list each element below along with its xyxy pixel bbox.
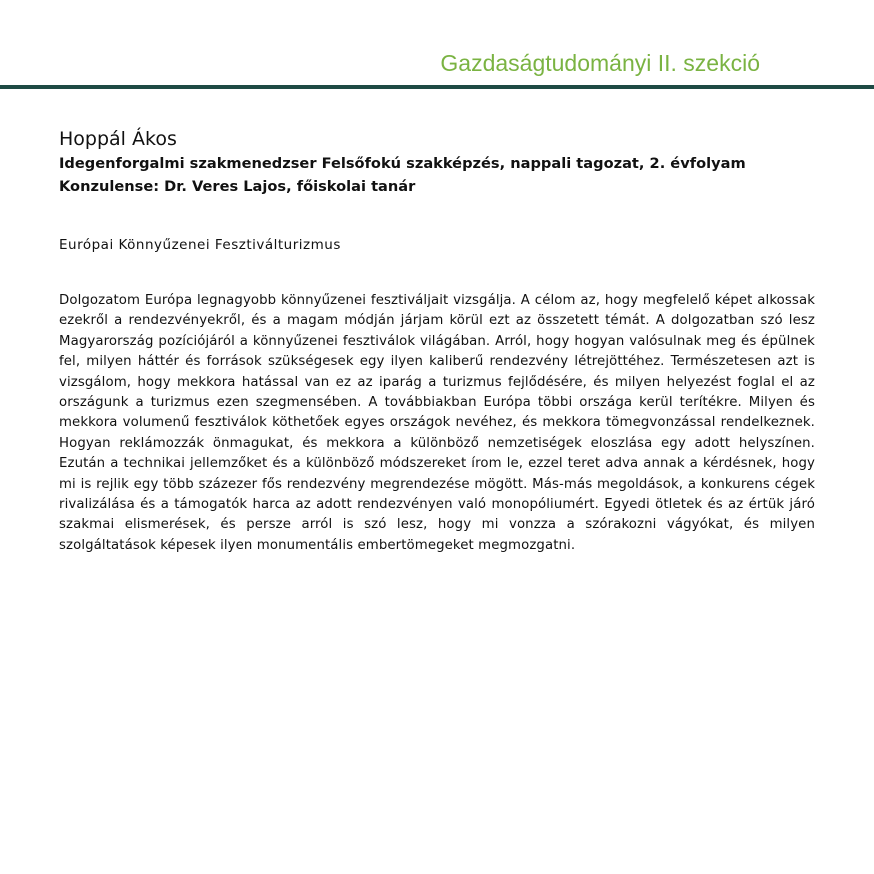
author-supervisor: Konzulense: Dr. Veres Lajos, főiskolai tanár	[59, 178, 416, 195]
paper-title: Európai Könnyűzenei Fesztiválturizmus	[59, 237, 341, 253]
section-title: Gazdaságtudományi II. szekció	[440, 50, 760, 76]
header-divider	[0, 85, 874, 89]
section-header	[0, 0, 874, 90]
abstract-text: Dolgozatom Európa legnagyobb könnyűzenei fesztiváljait vizsgálja. A célom az, hogy megfelelő képet alkossak ezekről a rendezvényekről, és a magam módján járjam körül ezt az összetett témát. A dolgozatban szó lesz Magyarország pozíciójáról a könnyűzenei fesztiválok világában. Arról, hogy hogyan valósulnak meg és épülnek fel, milyen háttér és források szükségesek egy ilyen kaliberű rendezvény létrejöttéhez. Természetesen azt is vizsgálom, hogy mekkora hatással van ez az iparág a turizmus fejlődésére, és milyen helyezést foglal el az országunk a turizmus ezen szegmensében. A továbbiakban Európa többi országa kerül terítékre. Milyen és mekkora volumenű fesztiválok köthetőek egyes országok nevéhez, és mekkora tömegvonzással rendelkeznek. Hogyan reklámozzák önmagukat, és mekkora a különböző nemzetiségek eloszlása egy adott helyszínen. Ezután a technikai jellemzőket és a különböző módszereket írom le, ezzel teret adva annak a kérdésnek, hogy mi is rejlik egy több százezer fős rendezvény megrendezése mögött. Más-más megoldások, a konkurens cégek rivalizálása és a támogatók harca az adott rendezvényen való monopóliumért. Egyedi ötletek és az értük járó szakmai elismerések, és persze arról is szó lesz, hogy mi vonzza a szórakozni vágyókat, és milyen szolgáltatások képesek ilyen monumentális embertömegeket megmozgatni.	[59, 293, 815, 553]
author-program: Idegenforgalmi szakmenedzser Felsőfokú szakképzés, nappali tagozat, 2. évfolyam	[59, 155, 746, 172]
author-name: Hoppál Ákos	[59, 128, 177, 150]
author-block	[59, 126, 819, 198]
